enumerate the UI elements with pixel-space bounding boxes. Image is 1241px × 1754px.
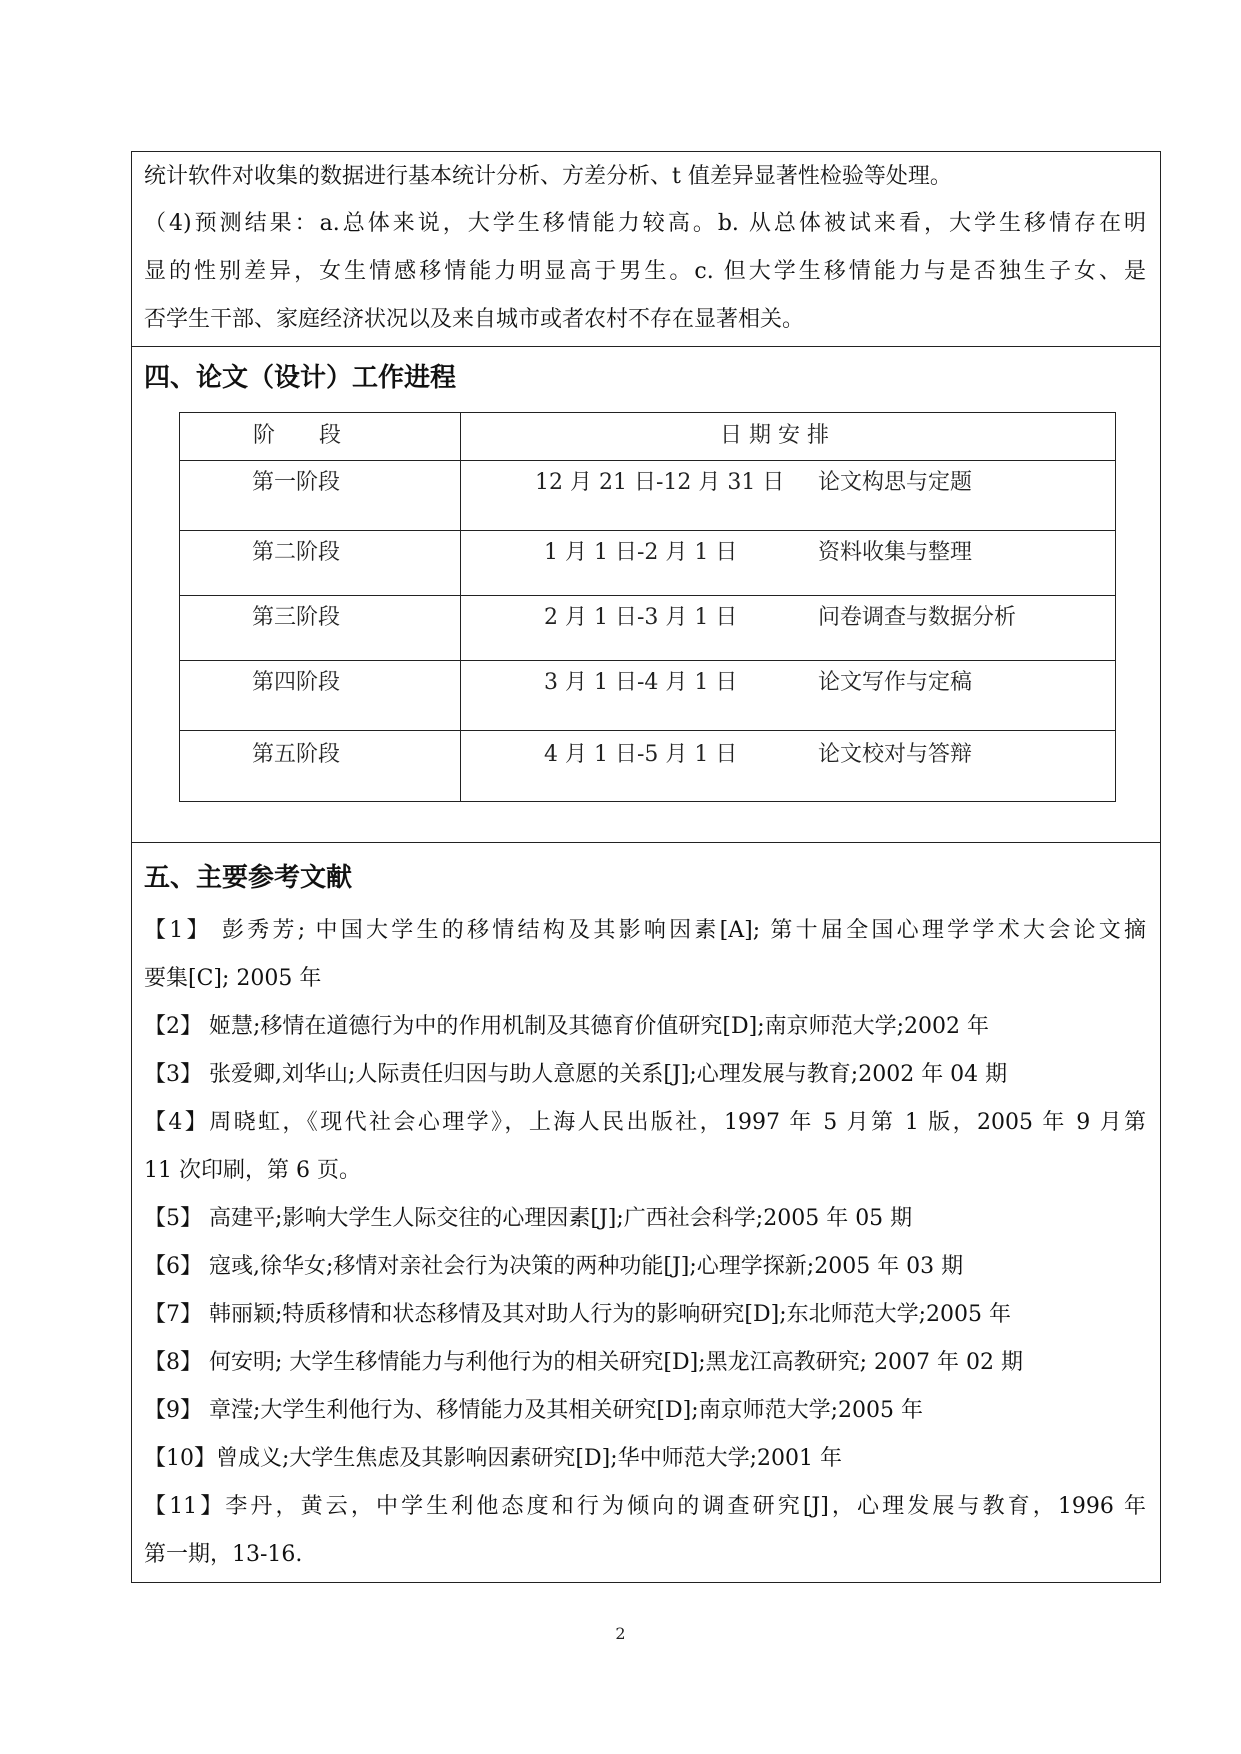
- schedule-row-1-stage: 第一阶段: [252, 470, 341, 495]
- schedule-row-1-task: 论文构思与定题: [818, 470, 973, 495]
- section3-line-3: 显的性别差异，女生情感移情能力明显高于男生。c. 但大学生移情能力与是否独生子女、是: [144, 259, 1146, 284]
- section5-heading: 五、主要参考文献: [144, 863, 353, 893]
- reference-item-5: 【5】 高建平;影响大学生人际交往的心理因素[J];广西社会科学;2005 年 05 期: [144, 1206, 913, 1231]
- schedule-row-divider: [180, 660, 1115, 661]
- schedule-header-dates: 日 期 安 排: [720, 423, 829, 448]
- schedule-row-5-task: 论文校对与答辩: [818, 742, 973, 767]
- page-number: 2: [615, 1624, 626, 1643]
- schedule-row-4-stage: 第四阶段: [252, 670, 341, 695]
- schedule-row-divider: [180, 730, 1115, 731]
- reference-item-2: 【2】 姬慧;移情在道德行为中的作用机制及其德育价值研究[D];南京师范大学;2002 年: [144, 1014, 990, 1039]
- schedule-row-3-task: 问卷调查与数据分析: [818, 605, 1017, 630]
- schedule-row-2-task: 资料收集与整理: [818, 540, 973, 565]
- schedule-row-divider: [180, 460, 1115, 461]
- schedule-column-divider: [460, 413, 461, 801]
- reference-item-6: 【6】 寇彧,徐华女;移情对亲社会行为决策的两种功能[J];心理学探新;2005 年 03 期: [144, 1254, 964, 1279]
- section4-heading: 四、论文（设计）工作进程: [144, 363, 457, 393]
- schedule-row-2-dates: 1 月 1 日-2 月 1 日: [544, 540, 738, 565]
- reference-item-7: 【7】 韩丽颖;特质移情和状态移情及其对助人行为的影响研究[D];东北师范大学;2005 年: [144, 1302, 1012, 1327]
- schedule-row-divider: [180, 530, 1115, 531]
- section3-line-2: （4)预测结果：a.总体来说，大学生移情能力较高。b. 从总体被试来看，大学生移情存在明: [144, 211, 1146, 236]
- reference-item-3: 【3】 张爱卿,刘华山;人际责任归因与助人意愿的关系[J];心理发展与教育;2002 年 04 期: [144, 1062, 1008, 1087]
- schedule-row-4-dates: 3 月 1 日-4 月 1 日: [544, 670, 738, 695]
- schedule-row-3-dates: 2 月 1 日-3 月 1 日: [544, 605, 738, 630]
- schedule-row-divider: [180, 595, 1115, 596]
- reference-item-8: 【8】 何安明; 大学生移情能力与利他行为的相关研究[D];黑龙江高教研究; 2007 年 02 期: [144, 1350, 1023, 1375]
- schedule-header-stage: 阶 段: [253, 423, 342, 448]
- schedule-row-5-dates: 4 月 1 日-5 月 1 日: [544, 742, 738, 767]
- reference-item-10: 【10】曾成义;大学生焦虑及其影响因素研究[D];华中师范大学;2001 年: [144, 1446, 843, 1471]
- schedule-table: [179, 412, 1116, 802]
- reference-item-4-line-1: 【4】周晓虹，《现代社会心理学》，上海人民出版社，1997 年 5 月第 1 版，2005 年 9 月第: [144, 1110, 1146, 1135]
- section-divider-4-5: [131, 842, 1161, 843]
- schedule-row-3-stage: 第三阶段: [252, 605, 341, 630]
- section3-line-4: 否学生干部、家庭经济状况以及来自城市或者农村不存在显著相关。: [144, 307, 805, 332]
- schedule-row-2-stage: 第二阶段: [252, 540, 341, 565]
- reference-item-11-line-2: 第一期，13-16.: [144, 1542, 303, 1567]
- reference-item-9: 【9】 章滢;大学生利他行为、移情能力及其相关研究[D];南京师范大学;2005 年: [144, 1398, 924, 1423]
- reference-item-1-line-1: 【1】 彭秀芳; 中国大学生的移情结构及其影响因素[A]; 第十届全国心理学学术大会论文摘: [144, 918, 1146, 943]
- section-divider-3-4: [131, 346, 1161, 347]
- schedule-row-1-dates: 12 月 21 日-12 月 31 日: [535, 470, 785, 495]
- section3-line-1: 统计软件对收集的数据进行基本统计分析、方差分析、t 值差异显著性检验等处理。: [144, 164, 952, 189]
- reference-item-4-line-2: 11 次印刷，第 6 页。: [144, 1158, 361, 1183]
- schedule-row-5-stage: 第五阶段: [252, 742, 341, 767]
- reference-item-1-line-2: 要集[C]; 2005 年: [144, 966, 322, 991]
- reference-item-11-line-1: 【11】李丹，黄云，中学生利他态度和行为倾向的调查研究[J]，心理发展与教育，1996 年: [144, 1494, 1146, 1519]
- schedule-row-4-task: 论文写作与定稿: [818, 670, 973, 695]
